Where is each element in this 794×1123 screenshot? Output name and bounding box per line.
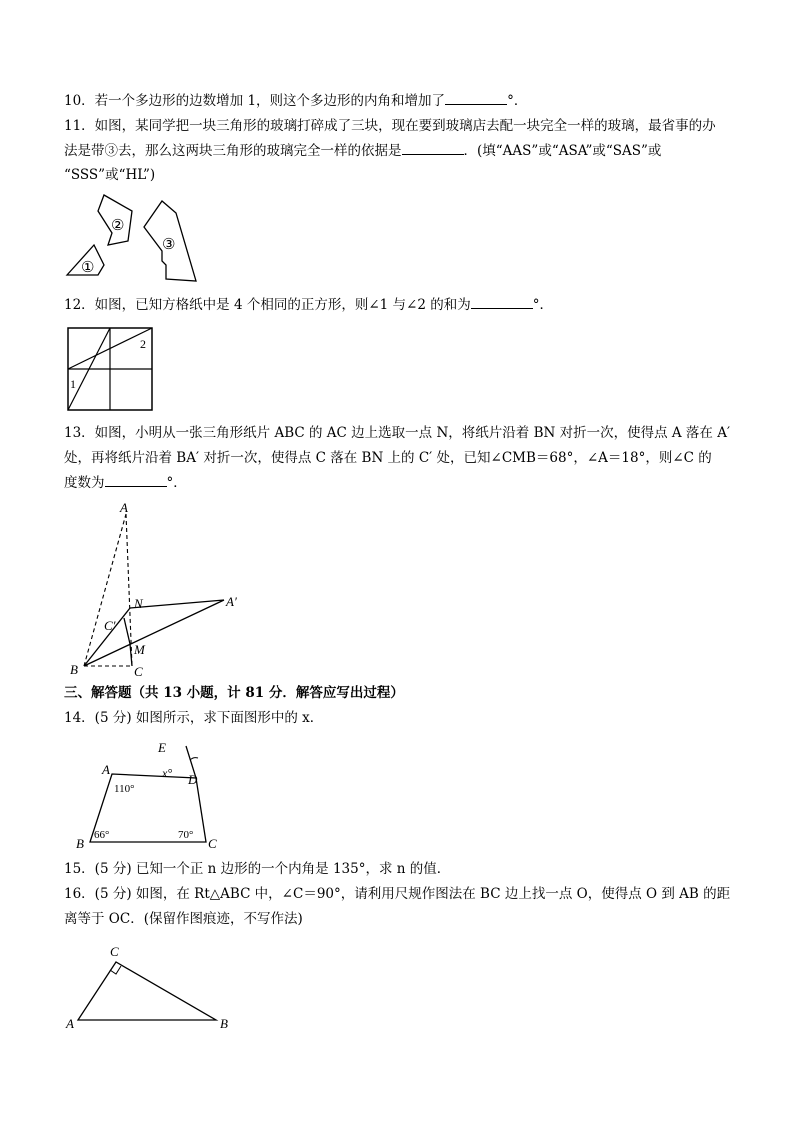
answer-blank[interactable] <box>445 92 507 105</box>
question-15: 15．(5 分) 已知一个正 n 边形的一个内角是 135°，求 n 的值． <box>64 861 451 877</box>
point-D-label: D <box>188 772 198 787</box>
question-11-line-2a: 法是带③去，那么这两块三角形的玻璃完全一样的依据是 <box>64 143 402 159</box>
grid-figure <box>66 326 156 412</box>
question-12 <box>64 296 553 314</box>
question-10 <box>64 92 527 110</box>
right-angle-mark <box>110 966 121 974</box>
point-A-label: A <box>102 762 110 777</box>
point-B-label: B <box>76 836 84 851</box>
question-11-line-3: “SSS”或“HL”) <box>64 167 156 183</box>
angle-2-label: 2 <box>140 337 146 351</box>
point-B-label: B <box>220 1016 228 1031</box>
question-11-line-1: 11．如图，某同学把一块三角形的玻璃打碎成了三块，现在要到玻璃店去配一块完全一样的玻璃，最省事的办 <box>64 118 716 134</box>
point-A-label: A <box>120 500 128 515</box>
segment-C-prime-M <box>124 618 130 644</box>
question-16-line-2: 离等于 OC．(保留作图痕迹，不写作法) <box>64 911 303 927</box>
angle-A-label: 110° <box>114 783 135 795</box>
folding-figure <box>64 498 264 682</box>
question-13-line-1: 13．如图，小明从一张三角形纸片 ABC 的 AC 边上选取一点 N，将纸片沿着 BN 对折一次，使得点 A 落在 A′ <box>64 425 731 441</box>
point-N-label: N <box>134 596 143 611</box>
question-13-line-2: 处，再将纸片沿着 BA′ 对折一次，使得点 C 落在 BN 上的 C′ 处，已知∠CMB＝68°，∠A＝18°，则∠C 的 <box>64 450 712 466</box>
dashed-BA <box>84 514 126 666</box>
triangle-ABC <box>78 962 216 1020</box>
glass-piece-2-label: ② <box>111 218 125 234</box>
question-11-line-2b: ．(填“AAS”或“ASA”或“SAS”或 <box>463 143 662 159</box>
answer-blank[interactable] <box>471 296 533 309</box>
angle-C-label: 70° <box>178 829 194 841</box>
question-13-line-3 <box>64 474 187 492</box>
question-13-tail: °． <box>166 475 187 491</box>
point-B-label: B <box>70 662 78 677</box>
quadrilateral-figure <box>72 736 222 852</box>
question-12-tail: °． <box>532 297 553 313</box>
angle-x-label: x° <box>162 766 173 780</box>
angle-1-label: 1 <box>70 377 76 391</box>
point-C-label: C <box>134 664 143 679</box>
point-A-prime-label: A′ <box>226 594 237 609</box>
question-16-line-1: 16．(5 分) 如图，在 Rt△ABC 中，∠C＝90°，请利用尺规作图法在 BC 边上找一点 O，使得点 O 到 AB 的距 <box>64 886 731 902</box>
point-C-prime-label: C′ <box>104 618 116 633</box>
right-triangle-figure <box>64 940 240 1032</box>
segment-BA-prime <box>84 600 224 666</box>
question-12-text: 12．如图，已知方格纸中是 4 个相同的正方形，则∠1 与∠2 的和为 <box>64 297 471 313</box>
glass-piece-1-label: ① <box>81 260 95 276</box>
segment-BN <box>84 608 130 666</box>
point-C-label: C <box>110 944 119 959</box>
angle-B-label: 66° <box>94 829 110 841</box>
angle-x-arc <box>190 758 198 760</box>
point-C-label: C <box>208 836 217 851</box>
point-E-label: E <box>158 740 166 755</box>
question-10-text: 10．若一个多边形的边数增加 1，则这个多边形的内角和增加了 <box>64 93 446 109</box>
question-11-line-2 <box>64 142 661 160</box>
answer-blank[interactable] <box>402 142 464 155</box>
question-14: 14．(5 分) 如图所示，求下面图形中的 x． <box>64 710 324 726</box>
answer-blank[interactable] <box>105 474 167 487</box>
glass-piece-3-label: ③ <box>162 237 176 253</box>
question-13-line-3-text: 度数为 <box>64 475 105 491</box>
glass-pieces-figure <box>64 193 204 285</box>
section-3-title: 三、解答题（共 13 小题，计 81 分．解答应写出过程） <box>64 685 404 701</box>
point-A-label: A <box>66 1016 74 1031</box>
point-M-label: M <box>134 642 145 657</box>
question-10-tail: °． <box>507 93 528 109</box>
